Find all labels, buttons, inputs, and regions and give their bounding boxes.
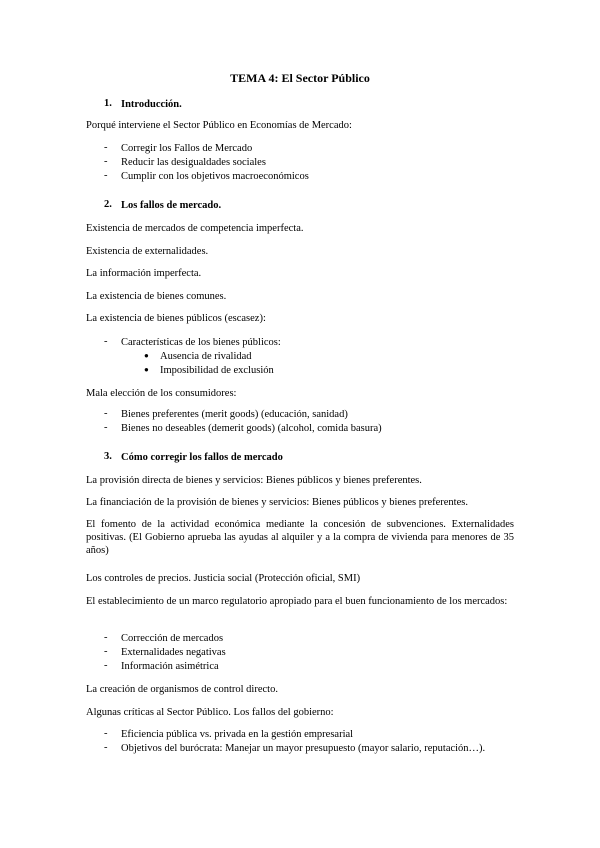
- dash-marker: -: [104, 142, 108, 153]
- list-item: Cumplir con los objetivos macroeconómicos: [121, 171, 309, 182]
- dash-marker: -: [104, 742, 108, 753]
- list-item: Bienes preferentes (merit goods) (educación, sanidad): [121, 409, 348, 420]
- bullet-marker: ●: [144, 365, 149, 374]
- paragraph: El fomento de la actividad económica mediante la concesión de subvenciones. Externalidades positivas. (El Gobierno aprueba las ayudas al alquiler y a la compra de vivienda para menores de 35 años): [86, 519, 514, 556]
- section-3-number: 3.: [104, 451, 112, 462]
- list-item: Información asimétrica: [121, 661, 219, 672]
- dash-marker: -: [104, 336, 108, 347]
- dash-marker: -: [104, 646, 108, 657]
- paragraph: La existencia de bienes comunes.: [86, 291, 227, 302]
- list-item: Bienes no deseables (demerit goods) (alcohol, comida basura): [121, 423, 382, 434]
- list-item: Corregir los Fallos de Mercado: [121, 143, 253, 154]
- list-item: Objetivos del burócrata: Manejar un mayor presupuesto (mayor salario, reputación…).: [121, 743, 486, 754]
- section-2-number: 2.: [104, 199, 112, 210]
- dash-marker: -: [104, 422, 108, 433]
- paragraph: La provisión directa de bienes y servicios: Bienes públicos y bienes preferentes.: [86, 475, 422, 486]
- paragraph: Existencia de mercados de competencia imperfecta.: [86, 223, 304, 234]
- section-1-intro: Porqué interviene el Sector Público en Economías de Mercado:: [86, 120, 352, 131]
- dash-marker: -: [104, 408, 108, 419]
- paragraph: La existencia de bienes públicos (escasez):: [86, 313, 266, 324]
- paragraph: La información imperfecta.: [86, 268, 202, 279]
- paragraph: El establecimiento de un marco regulatorio apropiado para el buen funcionamiento de los mercados:: [86, 596, 508, 607]
- paragraph: La creación de organismos de control directo.: [86, 684, 278, 695]
- dash-marker: -: [104, 170, 108, 181]
- sub-list-item: Imposibilidad de exclusión: [160, 365, 274, 376]
- paragraph: Los controles de precios. Justicia social (Protección oficial, SMI): [86, 573, 361, 584]
- list-item: Reducir las desigualdades sociales: [121, 157, 266, 168]
- list-item: Externalidades negativas: [121, 647, 226, 658]
- dash-marker: -: [104, 632, 108, 643]
- list-item: Eficiencia pública vs. privada en la gestión empresarial: [121, 729, 354, 740]
- list-item: Características de los bienes públicos:: [121, 337, 281, 348]
- bullet-marker: ●: [144, 351, 149, 360]
- paragraph: Algunas críticas al Sector Público. Los fallos del gobierno:: [86, 707, 334, 718]
- dash-marker: -: [104, 660, 108, 671]
- section-3-heading: Cómo corregir los fallos de mercado: [121, 452, 283, 463]
- paragraph: Existencia de externalidades.: [86, 246, 209, 257]
- paragraph: La financiación de la provisión de bienes y servicios: Bienes públicos y bienes preferentes.: [86, 497, 468, 508]
- list-item: Corrección de mercados: [121, 633, 224, 644]
- sub-list-item: Ausencia de rivalidad: [160, 351, 252, 362]
- paragraph: Mala elección de los consumidores:: [86, 388, 237, 399]
- section-2-heading: Los fallos de mercado.: [121, 200, 222, 211]
- section-1-number: 1.: [104, 98, 112, 109]
- page-title: TEMA 4: El Sector Público: [230, 71, 370, 85]
- section-1-heading: Introducción.: [121, 99, 182, 110]
- dash-marker: -: [104, 728, 108, 739]
- dash-marker: -: [104, 156, 108, 167]
